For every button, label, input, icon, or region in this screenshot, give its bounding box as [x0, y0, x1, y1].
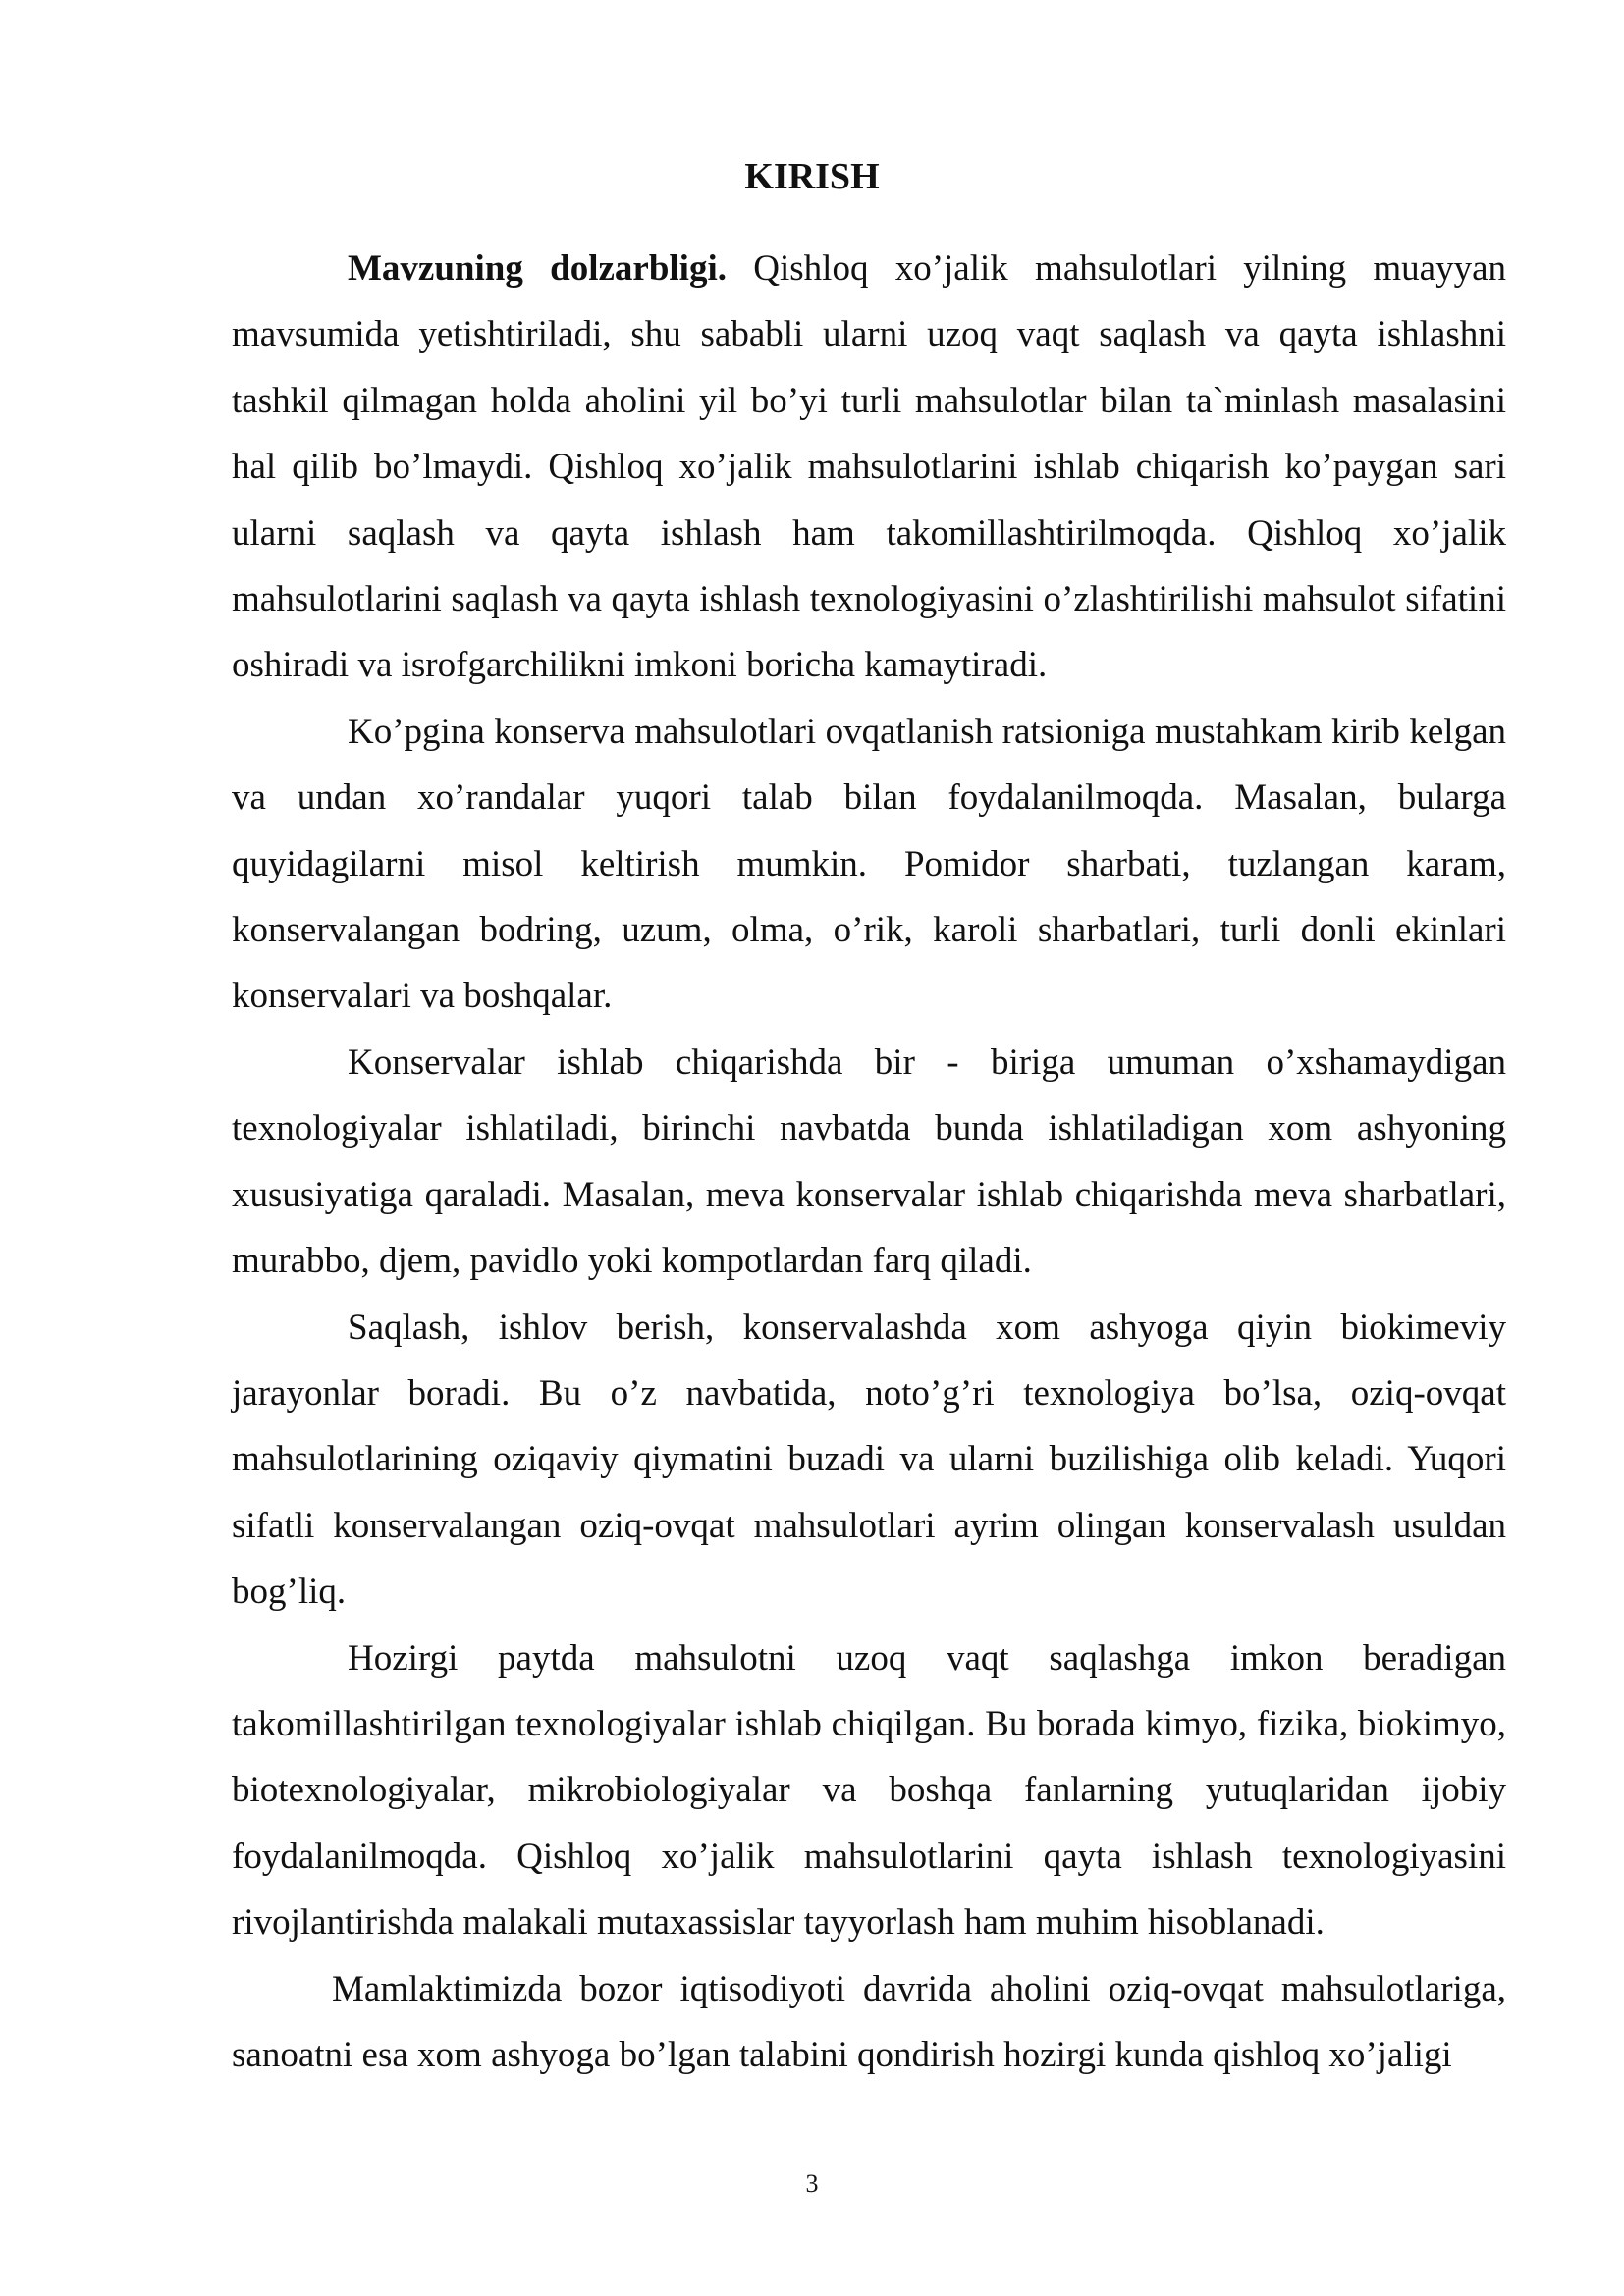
body-text — [232, 236, 1506, 2088]
paragraph: Konservalar ishlab chiqarishda bir - biriga umuman o’xshamaydigan texnologiyalar ishlatiladi, birinchi navbatda bunda ishlatiladigan xom ashyoning xususiyatiga qaraladi. Masalan, meva konservalar ishlab chiqarishda meva sharbatlari, murabbo, djem, pavidlo yoki kompotlardan farq qiladi. — [232, 1041, 1506, 1282]
paragraph: Saqlash, ishlov berish, konservalashda xom ashyoga qiyin biokimeviy jarayonlar boradi. Bu o’z navbatida, noto’g’ri texnologiya bo’lsa, oziq-ovqat mahsulotlarining oziqaviy qiymatini buzadi va ularni buzilishiga olib keladi. Yuqori sifatli konservalangan oziq-ovqat mahsulotlari ayrim olingan konservalash usuldan bog’liq. — [232, 1307, 1506, 1613]
paragraph: Ko’pgina konserva mahsulotlari ovqatlanish ratsioniga mustahkam kirib kelgan va undan xo’randalar yuqori talab bilan foydalanilmoqda. Masalan, bularga quyidagilarni misol keltirish mumkin. Pomidor sharbati, tuzlangan karam, konservalangan bodring, uzum, olma, o’rik, karoli sharbatlari, turli donli ekinlari konservalari va boshqalar. — [232, 711, 1506, 1017]
paragraph-lead: Mavzuning dolzarbligi. — [348, 248, 727, 289]
page-title: KIRISH — [744, 156, 880, 197]
page-number: 3 — [805, 2169, 819, 2198]
paragraph-relevance — [232, 236, 1506, 699]
paragraph: Mamlaktimizda bozor iqtisodiyoti davrida aholini oziq-ovqat mahsulotlariga, sanoatni esa xom ashyoga bo’lgan talabini qondirish hozirgi kunda qishloq xo’jaligi — [232, 1968, 1506, 2075]
paragraph-text: Qishloq xo’jalik mahsulotlari yilning muayyan mavsumida yetishtiriladi, shu sababli ularni uzoq vaqt saqlash va qayta ishlashni tashkil qilmagan holda aholini yil bo’yi turli mahsulotlar bilan ta`minlash masalasini hal qilib bo’lmaydi. Qishloq xo’jalik mahsulotlarini ishlab chiqarish ko’paygan sari ularni saqlash va qayta ishlash ham takomillashtirilmoqda. Qishloq xo’jalik mahsulotlarini saqlash va qayta ishlash texnologiyasini o’zlashtirilishi mahsulot sifatini oshiradi va isrofgarchilikni imkoni boricha kamaytiradi. — [232, 248, 1506, 686]
paragraph: Hozirgi paytda mahsulotni uzoq vaqt saqlashga imkon beradigan takomillashtirilgan texnologiyalar ishlab chiqilgan. Bu borada kimyo, fizika, biokimyo, biotexnologiyalar, mikrobiologiyalar va boshqa fanlarning yutuqlaridan ijobiy foydalanilmoqda. Qishloq xo’jalik mahsulotlarini qayta ishlash texnologiyasini rivojlantirishda malakali mutaxassislar tayyorlash ham muhim hisoblanadi. — [232, 1637, 1506, 1944]
